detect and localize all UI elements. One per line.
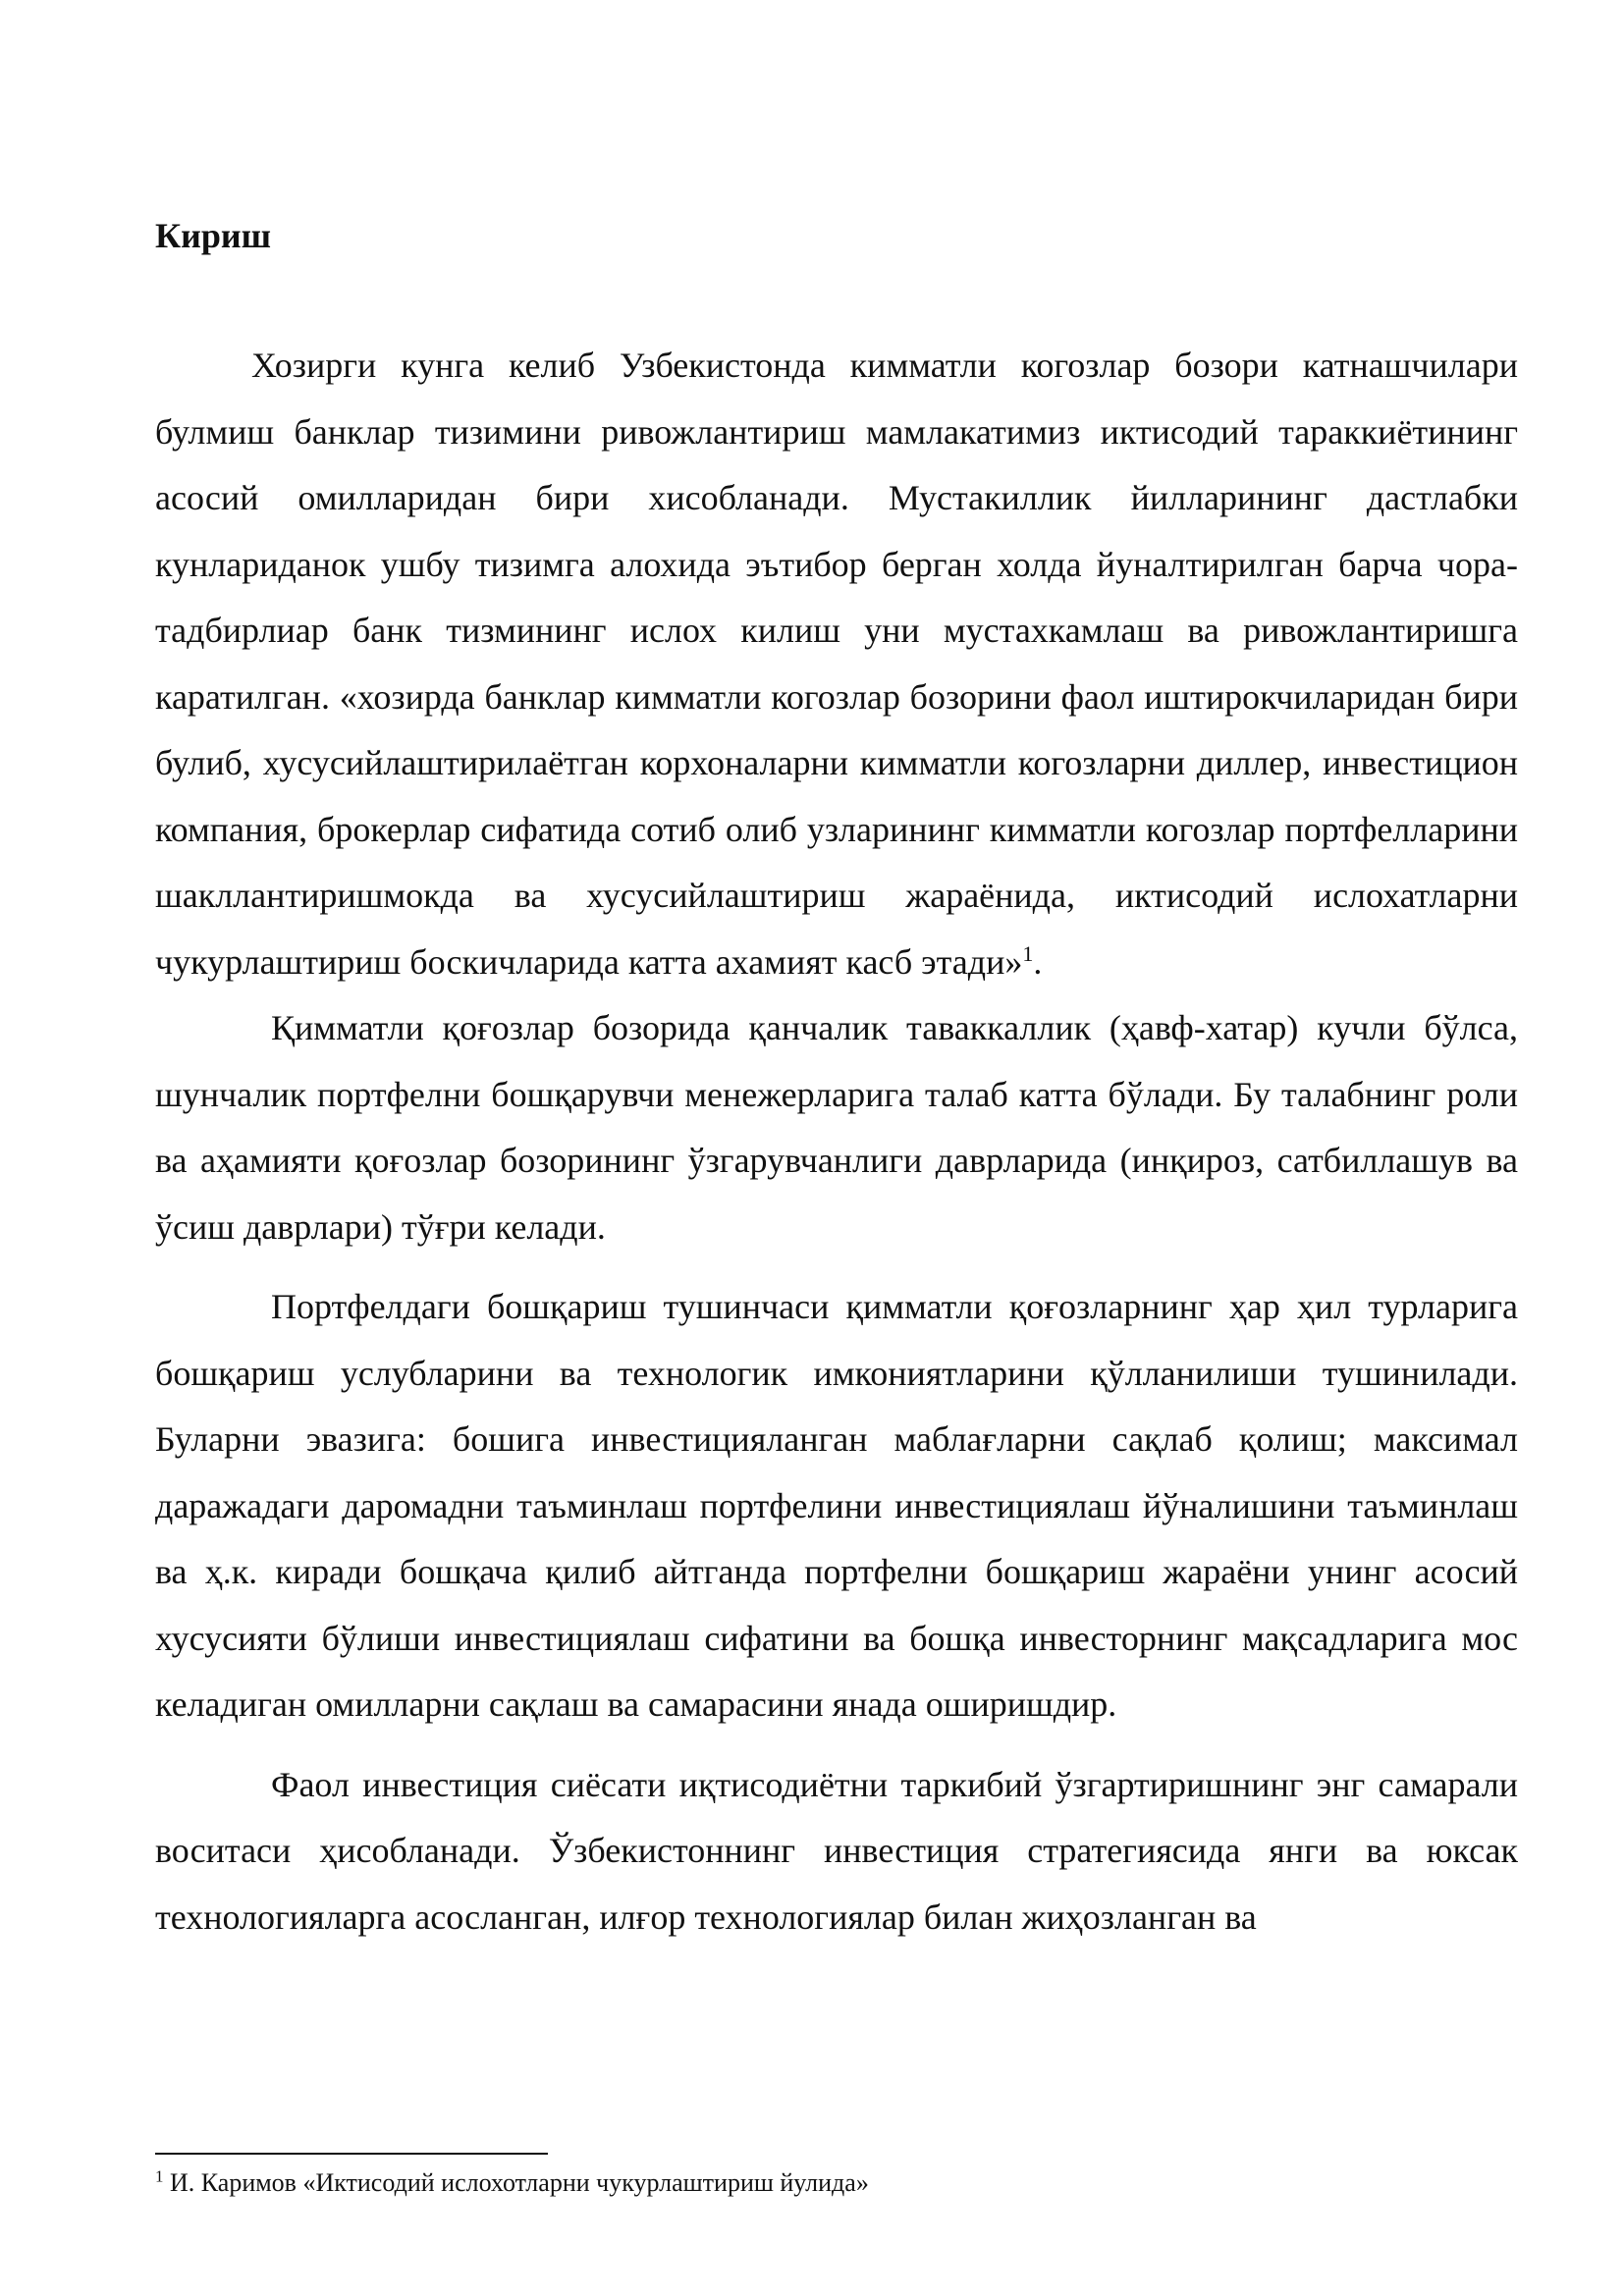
footnote-text: И. Каримов «Иктисодий ислохотларни чукурлаштириш йулида» [163, 2168, 869, 2197]
paragraph-2 [155, 995, 1518, 1260]
body-text-block [155, 333, 1518, 1950]
footnote [155, 2166, 869, 2200]
paragraph-1-tail: . [1033, 941, 1043, 982]
paragraph-1-text: Хозирги кунга келиб Узбекистонда кимматли когозлар бозори катнашчилари булмиш банклар тизимини ривожлантириш мамлакатимиз иктисодий тараккиётининг асосий омилларидан бири хисобланади. Мустакиллик йилларининг дастлабки кунлариданок ушбу тизимга алохида эътибор берган холда йуналтирилган барча чора-тадбирлиар банк тизмининг ислох килиш уни мустахкамлаш ва ривожлантиришга каратилган. «хозирда банклар кимматли когозлар бозорини фаол иштирокчиларидан бири булиб, хусусийлаштирилаётган корхоналарни кимматли когозларни диллер, инвестицион компания, брокерлар сифатида сотиб олиб узларининг кимматли когозлар портфелларини шакллантиришмокда ва хусусийлаштириш жараёнида, иктисодий ислохатларни чукурлаштириш боскичларида катта ахамият касб этади» [155, 346, 1518, 982]
paragraph-4 [155, 1752, 1518, 1951]
footnote-reference: 1 [1022, 940, 1034, 966]
paragraph-2-text: Қимматли қоғозлар бозорида қанчалик таваккаллик (ҳавф-хатар) кучли бўлса, шунчалик портфелни бошқарувчи менежерларига талаб катта бўлади. Бу талабнинг роли ва аҳамияти қоғозлар бозорининг ўзгарувчанлиги даврларида (инқироз, сатбиллашув ва ўсиш даврлари) тўғри келади. [155, 1008, 1518, 1247]
footnote-separator [155, 2153, 548, 2155]
paragraph-3-text: Портфелдаги бошқариш тушинчаси қимматли қоғозларнинг ҳар ҳил турларига бошқариш услубларини ва технологик имкониятларини қўлланилиши тушинилади. Буларни эвазига: бошига инвестицияланган маблағларни сақлаб қолиш; максимал даражадаги даромадни таъминлаш портфелини инвестициялаш йўналишини таъминлаш ва ҳ.к. киради бошқача қилиб айтганда портфелни бошқариш жараёни унинг асосий хусусияти бўлиши инвестициялаш сифатини ва бошқа инвесторнинг мақсадларига мос келадиган омилларни сақлаш ва самарасини янада оширишдир. [155, 1287, 1518, 1724]
paragraph-4-text: Фаол инвестиция сиёсати иқтисодиётни таркибий ўзгартиришнинг энг самарали воситаси ҳисобланади. Ўзбекистоннинг инвестиция стратегиясида янги ва юксак технологияларга асосланган, илғор технологиялар билан жиҳозланган ва [155, 1764, 1518, 1937]
footnote-number: 1 [155, 2166, 164, 2186]
paragraph-3 [155, 1274, 1518, 1738]
paragraph-1 [155, 333, 1518, 995]
section-heading: Кириш [155, 216, 272, 255]
